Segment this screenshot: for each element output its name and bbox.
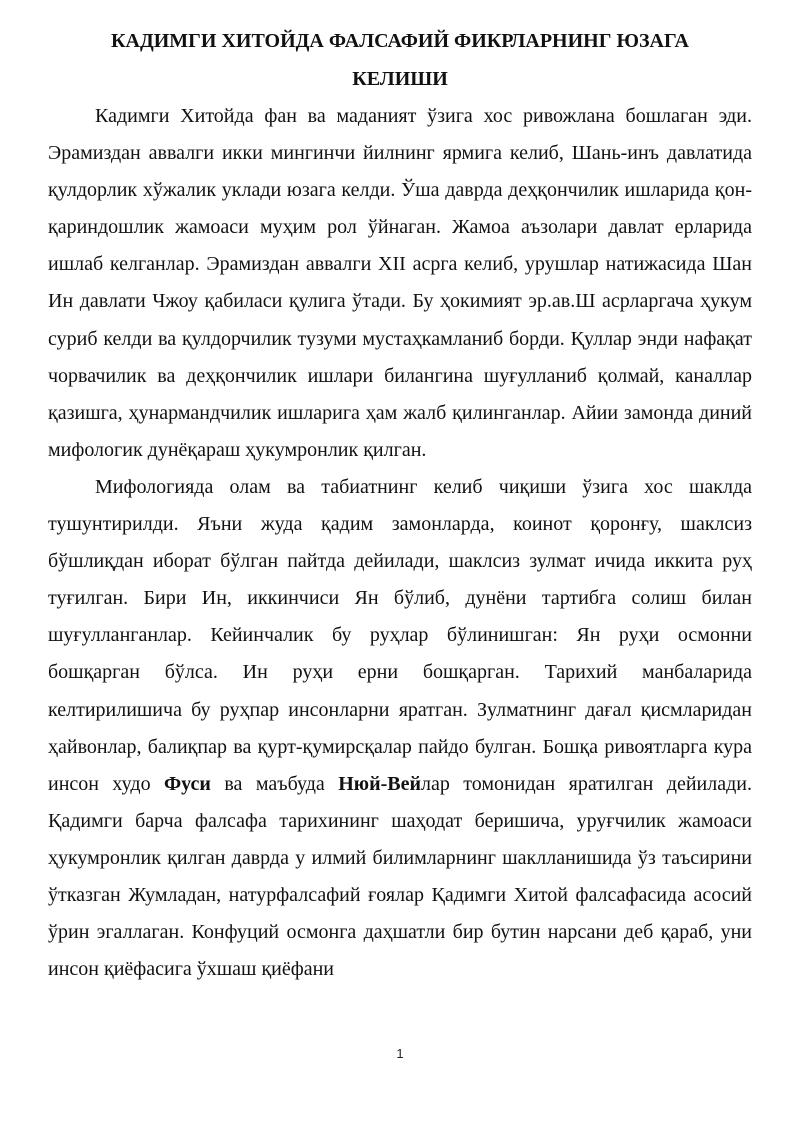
bold-name-nyuy-vey: Нюй-Вей [338,772,421,795]
page-number: 1 [396,1046,404,1061]
paragraph-2 [48,469,752,988]
paragraph-2-text-2: ва маъбуда [210,772,339,795]
paragraph-2-text-1: Мифологияда олам ва табиатнинг келиб чиқиши ўзига хос шаклда тушунтирилди. Яъни жуда қадим замонларда, коинот қоронғу, шаклсиз бўшлиқдан иборат бўлган пайтда дейилади, шаклсиз зулмат ичида иккита руҳ туғилган. Бири Ин, иккинчиси Ян бўлиб, дунёни тартибга солиш билан шуғулланганлар. Кейинчалик бу руҳлар бўлинишган: Ян руҳи осмонни бошқарган бўлса. Ин руҳи ерни бошқарган. Тарихий манбаларида келтирилишича бу руҳпар инсонларни яратган. Зулматнинг дағал қисмларидан ҳайвонлар, балиқпар ва қурт-қумирсқалар пайдо булган. Бошқа ривоятларга кура инсон худо [48,475,752,795]
document-title: КАДИМГИ ХИТОЙДА ФАЛСАФИЙ ФИКРЛАРНИНГ ЮЗАГА КЕЛИШИ [111,30,689,90]
bold-name-fusi: Фуси [163,772,211,795]
paragraph-2-text-3: лар томонидан яратилган дейилади. Қадимги барча фалсафа тарихининг шаҳодат беришича, уруғчилик жамоаси ҳукумронлик қилган даврда у илмий билимларнинг шаклланишида ўз таъсирини ўтказган Жумладан, натурфалсафий ғоялар Қадимги Хитой фалсафасида асосий ўрин эгаллаган. Конфуций осмонга даҳшатли бир бутин нарсани деб қараб, уни инсон қиёфасига ўхшаш қиёфани [48,772,752,981]
document-page [48,22,752,988]
paragraph-1: Кадимги Хитойда фан ва маданият ўзига хос ривожлана бошлаган эди. Эрамиздан аввалги икки мингинчи йилнинг ярмига келиб, Шань-инъ давлатида қулдорлик хўжалик уклади юзага келди. Ўша даврда деҳқончилик ишларида қон-қариндошлик жамоаси муҳим рол ўйнаган. Жамоа аъзолари давлат ерларида ишлаб келганлар. Эрамиздан аввалги XII асрга келиб, урушлар натижасида Шан Ин давлати Чжоу қабиласи қулига ўтади. Бу ҳокимият эр.ав.Ш асрларгача ҳукум суриб келди ва қулдорчилик тузуми мустаҳкамланиб борди. Қуллар энди нафақат чорвачилик ва деҳқончилик ишлари билангина шуғулланиб қолмай, каналлар қазишга, ҳунармандчилик ишларига ҳам жалб қилинганлар. Айии замонда диний мифологик дунёқараш ҳукумронлик қилган. [48,105,752,461]
